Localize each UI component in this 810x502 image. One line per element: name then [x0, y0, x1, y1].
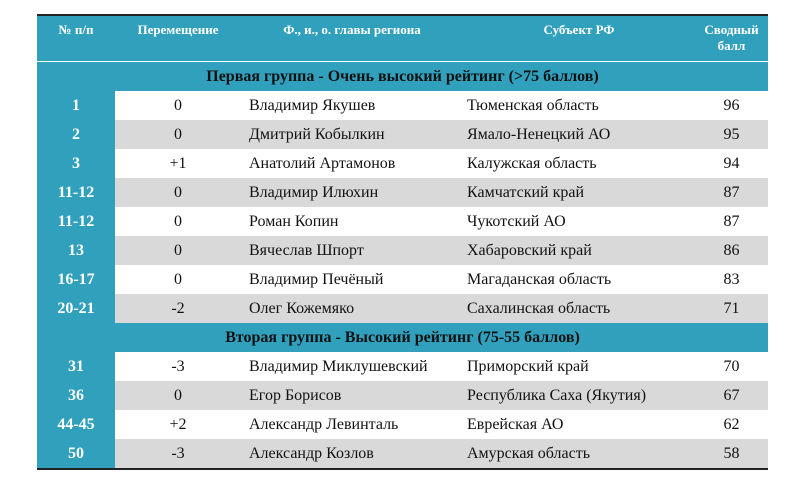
cell-score: 87: [695, 207, 768, 236]
cell-move: -3: [115, 352, 241, 381]
table-row: [37, 439, 768, 468]
cell-score: 86: [695, 236, 768, 265]
group-title: Первая группа - Очень высокий рейтинг (>75 баллов): [37, 61, 768, 91]
header-region: Субъект РФ: [543, 22, 615, 37]
cell-name: Вячеслав Шпорт: [241, 236, 463, 265]
table-row: [37, 265, 768, 294]
cell-move: 0: [115, 236, 241, 265]
cell-name: Егор Борисов: [241, 381, 463, 410]
cell-name: Дмитрий Кобылкин: [241, 120, 463, 149]
cell-num: 31: [37, 352, 115, 381]
cell-num: 11-12: [37, 178, 115, 207]
cell-region: Амурская область: [463, 439, 695, 468]
cell-score: 67: [695, 381, 768, 410]
cell-name: Владимир Печёный: [241, 265, 463, 294]
cell-num: 3: [37, 149, 115, 178]
header-move: Перемещение: [137, 22, 219, 37]
cell-name: Олег Кожемяко: [241, 294, 463, 323]
table-row: [37, 120, 768, 149]
table-body: [37, 61, 768, 468]
cell-region: Магаданская область: [463, 265, 695, 294]
cell-name: Владимир Якушев: [241, 91, 463, 120]
cell-num: 20-21: [37, 294, 115, 323]
cell-region: Тюменская область: [463, 91, 695, 120]
cell-score: 70: [695, 352, 768, 381]
cell-region: Сахалинская область: [463, 294, 695, 323]
cell-score: 83: [695, 265, 768, 294]
table-row: [37, 236, 768, 265]
cell-move: 0: [115, 207, 241, 236]
cell-move: +1: [115, 149, 241, 178]
cell-move: 0: [115, 381, 241, 410]
cell-region: Хабаровский край: [463, 236, 695, 265]
cell-move: 0: [115, 91, 241, 120]
cell-score: 62: [695, 410, 768, 439]
group-title: Вторая группа - Высокий рейтинг (75-55 баллов): [37, 323, 768, 352]
cell-move: -3: [115, 439, 241, 468]
cell-name: Владимир Илюхин: [241, 178, 463, 207]
header-name: Ф., и., о. главы региона: [283, 22, 421, 37]
cell-region: Республика Саха (Якутия): [463, 381, 695, 410]
table-header: [37, 16, 768, 61]
cell-num: 16-17: [37, 265, 115, 294]
cell-score: 94: [695, 149, 768, 178]
cell-num: 1: [37, 91, 115, 120]
cell-name: Александр Левинталь: [241, 410, 463, 439]
table-row: [37, 381, 768, 410]
cell-num: 13: [37, 236, 115, 265]
header-score: Сводный балл: [704, 22, 759, 53]
cell-region: Ямало-Ненецкий АО: [463, 120, 695, 149]
cell-move: 0: [115, 120, 241, 149]
cell-name: Анатолий Артамонов: [241, 149, 463, 178]
cell-region: Еврейская АО: [463, 410, 695, 439]
cell-score: 96: [695, 91, 768, 120]
cell-region: Чукотский АО: [463, 207, 695, 236]
cell-num: 11-12: [37, 207, 115, 236]
cell-num: 36: [37, 381, 115, 410]
cell-region: Камчатский край: [463, 178, 695, 207]
cell-move: +2: [115, 410, 241, 439]
cell-score: 95: [695, 120, 768, 149]
cell-move: 0: [115, 265, 241, 294]
cell-name: Роман Копин: [241, 207, 463, 236]
table-row: [37, 207, 768, 236]
header-num: № п/п: [37, 16, 115, 61]
cell-num: 50: [37, 439, 115, 468]
cell-score: 58: [695, 439, 768, 468]
cell-score: 71: [695, 294, 768, 323]
cell-move: -2: [115, 294, 241, 323]
table-row: [37, 352, 768, 381]
table-row: [37, 410, 768, 439]
cell-name: Александр Козлов: [241, 439, 463, 468]
table-row: [37, 91, 768, 120]
cell-name: Владимир Миклушевский: [241, 352, 463, 381]
cell-num: 2: [37, 120, 115, 149]
table-row: [37, 149, 768, 178]
cell-region: Калужская область: [463, 149, 695, 178]
cell-region: Приморский край: [463, 352, 695, 381]
table-row: [37, 294, 768, 323]
table-row: [37, 178, 768, 207]
cell-score: 87: [695, 178, 768, 207]
cell-move: 0: [115, 178, 241, 207]
rating-table: [37, 14, 768, 470]
cell-num: 44-45: [37, 410, 115, 439]
